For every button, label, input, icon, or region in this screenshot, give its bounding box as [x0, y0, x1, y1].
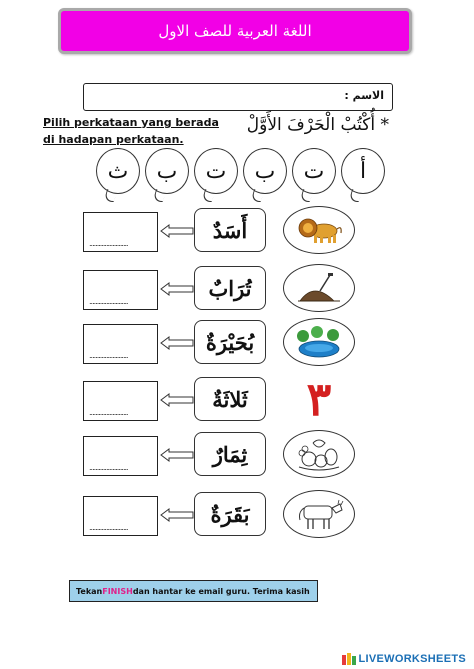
left-arrow-icon: [160, 393, 194, 407]
instruction-text: Pilih perkataan yang berada di hadapan perkataan.: [43, 116, 219, 146]
word-box: بَقَرَةٌ: [194, 492, 266, 536]
cow-icon: [292, 496, 346, 532]
finish-highlight: FINISH: [102, 586, 133, 596]
letter-bubble: ت: [194, 148, 238, 194]
cow-picture: [283, 490, 355, 538]
lake-picture: [283, 318, 355, 366]
left-arrow-icon: [160, 508, 194, 522]
lion-picture: [283, 206, 355, 254]
exercise-row: [0, 264, 474, 314]
word-box: أَسَدٌ: [194, 208, 266, 252]
soil-picture: [283, 264, 355, 312]
letter-bubble: أ: [341, 148, 385, 194]
exercise-row: [0, 375, 474, 425]
soil-mound-icon: [294, 271, 344, 305]
letter-bubble: ث: [96, 148, 140, 194]
left-arrow-icon: [160, 224, 194, 238]
word-box: تُرَابٌ: [194, 266, 266, 310]
answer-box[interactable]: .........................: [83, 436, 158, 476]
exercise-row: [0, 206, 474, 256]
fruits-picture: [283, 430, 355, 478]
number-three-glyph: ٣: [306, 375, 332, 423]
letter-bubble: ت: [292, 148, 336, 194]
word-box: ثَلاثَةٌ: [194, 377, 266, 421]
answer-box[interactable]: .........................: [83, 324, 158, 364]
answer-box[interactable]: .........................: [83, 496, 158, 536]
left-arrow-icon: [160, 282, 194, 296]
left-arrow-icon: [160, 448, 194, 462]
letter-bubble: ب: [243, 148, 287, 194]
liveworksheets-logo-icon: [342, 653, 356, 665]
name-field[interactable]: [83, 83, 393, 111]
name-label: الاسم :: [344, 89, 384, 102]
exercise-row: [0, 318, 474, 368]
lion-icon: [294, 213, 344, 247]
left-arrow-icon: [160, 336, 194, 350]
banner-title: اللغة العربية للصف الاول: [158, 22, 312, 40]
answer-box[interactable]: .........................: [83, 212, 158, 252]
word-box: بُحَيْرَةٌ: [194, 320, 266, 364]
number-three-picture: [283, 375, 355, 423]
word-box: ثِمَارٌ: [194, 432, 266, 476]
answer-box[interactable]: .........................: [83, 270, 158, 310]
exercise-row: [0, 430, 474, 480]
answer-box[interactable]: .........................: [83, 381, 158, 421]
title-banner: [58, 8, 412, 54]
liveworksheets-footer: [342, 653, 467, 665]
exercise-row: [0, 490, 474, 540]
arabic-heading: * أُكْتُبْ الْحَرْفَ الأَوَّلْ: [246, 115, 389, 135]
letter-bubble: ب: [145, 148, 189, 194]
brand-name: LIVEWORKSHEETS: [358, 653, 466, 665]
lake-icon: [293, 324, 345, 360]
finish-instruction: Tekan FINISH dan hantar ke email guru. Terima kasih: [69, 580, 318, 602]
fruits-icon: [293, 435, 345, 473]
